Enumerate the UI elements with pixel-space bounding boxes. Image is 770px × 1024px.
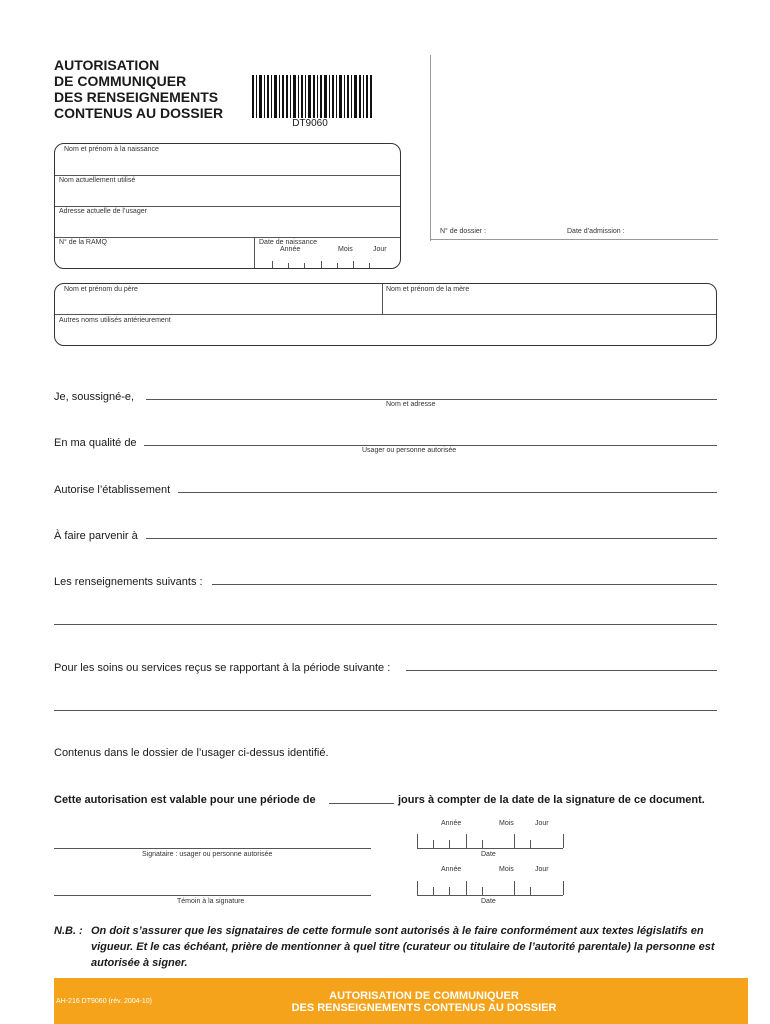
footer-title	[234, 990, 614, 1014]
faire-parvenir-line[interactable]	[146, 538, 717, 539]
date-tick	[272, 261, 273, 268]
divider	[55, 237, 400, 238]
date-tick	[514, 881, 515, 895]
parents-box	[54, 283, 717, 346]
date-tick	[482, 840, 483, 848]
field-label: Nom et prénom à la naissance	[64, 146, 159, 153]
field-label: Jour	[373, 246, 387, 253]
date-tick	[353, 261, 354, 268]
date-tick	[433, 840, 434, 848]
signataire-line[interactable]	[54, 848, 371, 849]
date-tick	[433, 887, 434, 895]
field-label: Nom actuellement utilisé	[59, 177, 136, 184]
date-tick	[563, 881, 564, 895]
divider	[55, 175, 400, 176]
admission-date-label: Date d’admission :	[567, 228, 625, 235]
barcode-image	[252, 75, 372, 118]
date-tick	[321, 261, 322, 268]
identity-box	[54, 143, 401, 269]
date-tick	[514, 834, 515, 848]
qualite-line[interactable]	[144, 445, 717, 446]
date-tick	[482, 887, 483, 895]
divider	[430, 239, 718, 240]
date-tick	[563, 834, 564, 848]
field-label: Autres noms utilisés antérieurement	[59, 317, 171, 324]
barcode-label: DT9060	[292, 118, 328, 129]
date-tick	[449, 887, 450, 895]
periode-line[interactable]	[406, 670, 717, 671]
form-code: AH-216 DT9060 (rév. 2004-10)	[56, 998, 152, 1005]
date-tick	[369, 263, 370, 268]
field-label: Mois	[338, 246, 353, 253]
autorise-label: Autorise l’établissement	[54, 484, 171, 496]
date-tick	[288, 263, 289, 268]
column-divider	[430, 55, 431, 241]
faire-parvenir-label: À faire parvenir à	[54, 530, 138, 542]
date-tick	[466, 881, 467, 895]
title-line: DES RENSEIGNEMENTS	[54, 89, 219, 105]
dossier-number-label: N° de dossier :	[440, 228, 486, 235]
validity-text-after: jours à compter de la date de la signature de ce document.	[398, 794, 705, 806]
soussigne-line[interactable]	[146, 399, 717, 400]
date-tick	[304, 263, 305, 268]
form-title	[54, 57, 264, 121]
nb-text: On doit s’assurer que les signataires de cette formule sont autorisés à le faire conformément aux textes législatifs en vigueur. Et le cas échéant, prière de mentionner à quel titre (curateur ou titulaire de l’autorité parentale) la personne est autorisée à signer.	[91, 925, 715, 969]
date-tick	[417, 881, 418, 895]
date-annee-label: Année	[441, 866, 462, 873]
divider	[254, 237, 255, 268]
date-caption: Date	[481, 898, 496, 905]
title-line: AUTORISATION	[54, 57, 160, 73]
field-label: Adresse actuelle de l’usager	[59, 208, 147, 215]
temoin-line[interactable]	[54, 895, 371, 896]
field-caption: Nom et adresse	[386, 401, 436, 408]
date-caption: Date	[481, 851, 496, 858]
divider	[55, 314, 716, 315]
divider	[55, 206, 400, 207]
validity-days-line[interactable]	[329, 803, 394, 804]
renseignements-line-2[interactable]	[54, 624, 717, 625]
periode-label: Pour les soins ou services reçus se rapportant à la période suivante :	[54, 662, 391, 674]
footer-title-line: AUTORISATION DE COMMUNIQUER	[329, 990, 519, 1002]
date-tick	[337, 263, 338, 268]
title-line: CONTENUS AU DOSSIER	[54, 105, 224, 121]
date-mois-label: Mois	[499, 866, 514, 873]
title-line: DE COMMUNIQUER	[54, 73, 187, 89]
signature-date-line[interactable]	[417, 848, 563, 849]
renseignements-line[interactable]	[212, 584, 717, 585]
date-tick	[417, 834, 418, 848]
field-caption: Usager ou personne autorisée	[362, 447, 457, 454]
date-tick	[466, 834, 467, 848]
date-jour-label: Jour	[535, 866, 549, 873]
soussigne-label: Je, soussigné-e,	[54, 391, 135, 403]
footer-bar	[54, 978, 748, 1024]
autorise-line[interactable]	[178, 492, 717, 493]
contenus-text: Contenus dans le dossier de l’usager ci-dessus identifié.	[54, 747, 329, 759]
field-label: N° de la RAMQ	[59, 239, 107, 246]
field-label: Date de naissance	[259, 239, 317, 246]
qualite-label: En ma qualité de	[54, 437, 137, 449]
date-jour-label: Jour	[535, 820, 549, 827]
temoin-date-line[interactable]	[417, 895, 563, 896]
date-tick	[449, 840, 450, 848]
temoin-caption: Témoin à la signature	[177, 898, 245, 905]
field-label: Année	[280, 246, 301, 253]
field-label: Nom et prénom de la mère	[386, 286, 470, 293]
footer-title-line: DES RENSEIGNEMENTS CONTENUS AU DOSSIER	[291, 1002, 557, 1014]
field-label: Nom et prénom du père	[64, 286, 138, 293]
date-annee-label: Année	[441, 820, 462, 827]
date-mois-label: Mois	[499, 820, 514, 827]
renseignements-label: Les renseignements suivants :	[54, 576, 203, 588]
signataire-caption: Signataire : usager ou personne autorisée	[142, 851, 273, 858]
date-tick	[530, 887, 531, 895]
nb-label: N.B. :	[54, 925, 83, 937]
date-tick	[530, 840, 531, 848]
periode-line-2[interactable]	[54, 710, 717, 711]
divider	[382, 284, 383, 314]
validity-text-before: Cette autorisation est valable pour une période de	[54, 794, 316, 806]
